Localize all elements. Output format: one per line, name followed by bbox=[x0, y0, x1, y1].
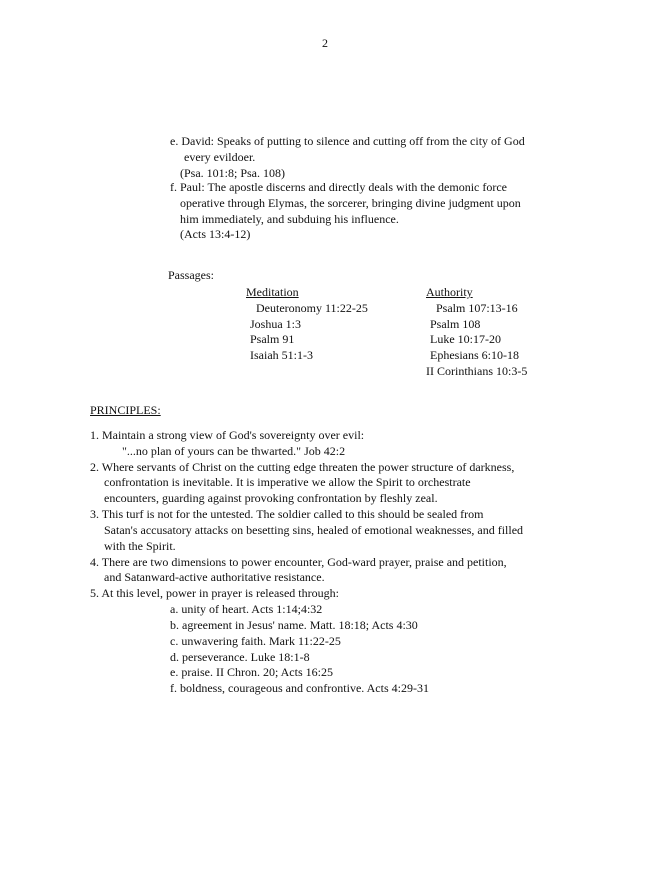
meditation-item: Deuteronomy 11:22-25 bbox=[256, 300, 368, 315]
principle-4: 4. There are two dimensions to power encounter, God-ward prayer, praise and petition, bbox=[90, 554, 507, 569]
principle-2: 2. Where servants of Christ on the cutting edge threaten the power structure of darkness, bbox=[90, 459, 515, 474]
meditation-heading: Meditation bbox=[246, 285, 299, 299]
principle-3-line: with the Spirit. bbox=[104, 538, 176, 553]
meditation-item: Psalm 91 bbox=[250, 332, 295, 347]
principles-heading: PRINCIPLES: bbox=[90, 403, 161, 417]
prayer-item: a. unity of heart. Acts 1:14;4:32 bbox=[170, 602, 323, 617]
authority-item: Psalm 108 bbox=[430, 316, 481, 331]
prayer-item: b. agreement in Jesus' name. Matt. 18:18; Acts 4:30 bbox=[170, 617, 418, 632]
principle-3-line: Satan's accusatory attacks on besetting sins, healed of emotional weaknesses, and filled bbox=[104, 522, 524, 537]
page-number: 2 bbox=[322, 36, 328, 50]
principle-3: 3. This turf is not for the untested. The soldier called to this should be sealed from bbox=[90, 507, 484, 522]
principle-1: 1. Maintain a strong view of God's sovereignty over evil: bbox=[90, 428, 365, 442]
authority-heading: Authority bbox=[426, 285, 473, 299]
example-line: him immediately, and subduing his influence. bbox=[180, 211, 399, 226]
meditation-column bbox=[246, 285, 368, 364]
authority-item: Ephesians 6:10-18 bbox=[430, 348, 519, 363]
example-reference: (Acts 13:4-12) bbox=[180, 227, 251, 242]
prayer-item: f. boldness, courageous and confrontive. Acts 4:29-31 bbox=[170, 681, 429, 696]
meditation-item: Joshua 1:3 bbox=[250, 316, 301, 331]
principle-5: 5. At this level, power in prayer is released through: bbox=[90, 586, 339, 601]
principle-1-quote: "...no plan of yours can be thwarted." Job 42:2 bbox=[122, 443, 346, 458]
principle-2-line: encounters, guarding against provoking confrontation by fleshly zeal. bbox=[104, 491, 438, 506]
prayer-item: d. perseverance. Luke 18:1-8 bbox=[170, 649, 310, 664]
prayer-item: c. unwavering faith. Mark 11:22-25 bbox=[170, 633, 341, 648]
prayer-item: e. praise. II Chron. 20; Acts 16:25 bbox=[170, 665, 333, 680]
principle-2-line: confrontation is inevitable. It is imperative we allow the Spirit to orchestrate bbox=[104, 475, 471, 490]
authority-item: Psalm 107:13-16 bbox=[436, 300, 518, 315]
principle-4-line: and Satanward-active authoritative resistance. bbox=[104, 570, 325, 585]
principles-list bbox=[90, 428, 523, 697]
passages-label: Passages: bbox=[168, 268, 214, 282]
authority-item: II Corinthians 10:3-5 bbox=[426, 364, 528, 379]
example-reference: (Psa. 101:8; Psa. 108) bbox=[180, 165, 285, 180]
example-line: e. David: Speaks of putting to silence and cutting off from the city of God bbox=[170, 134, 525, 148]
example-david bbox=[170, 134, 525, 181]
example-paul bbox=[170, 180, 521, 243]
example-line: f. Paul: The apostle discerns and directly deals with the demonic force bbox=[170, 180, 508, 194]
example-line: every evildoer. bbox=[184, 149, 256, 164]
example-line: operative through Elymas, the sorcerer, bringing divine judgment upon bbox=[180, 195, 521, 210]
authority-item: Luke 10:17-20 bbox=[430, 332, 501, 347]
authority-column bbox=[426, 285, 527, 380]
meditation-item: Isaiah 51:1-3 bbox=[250, 348, 313, 363]
